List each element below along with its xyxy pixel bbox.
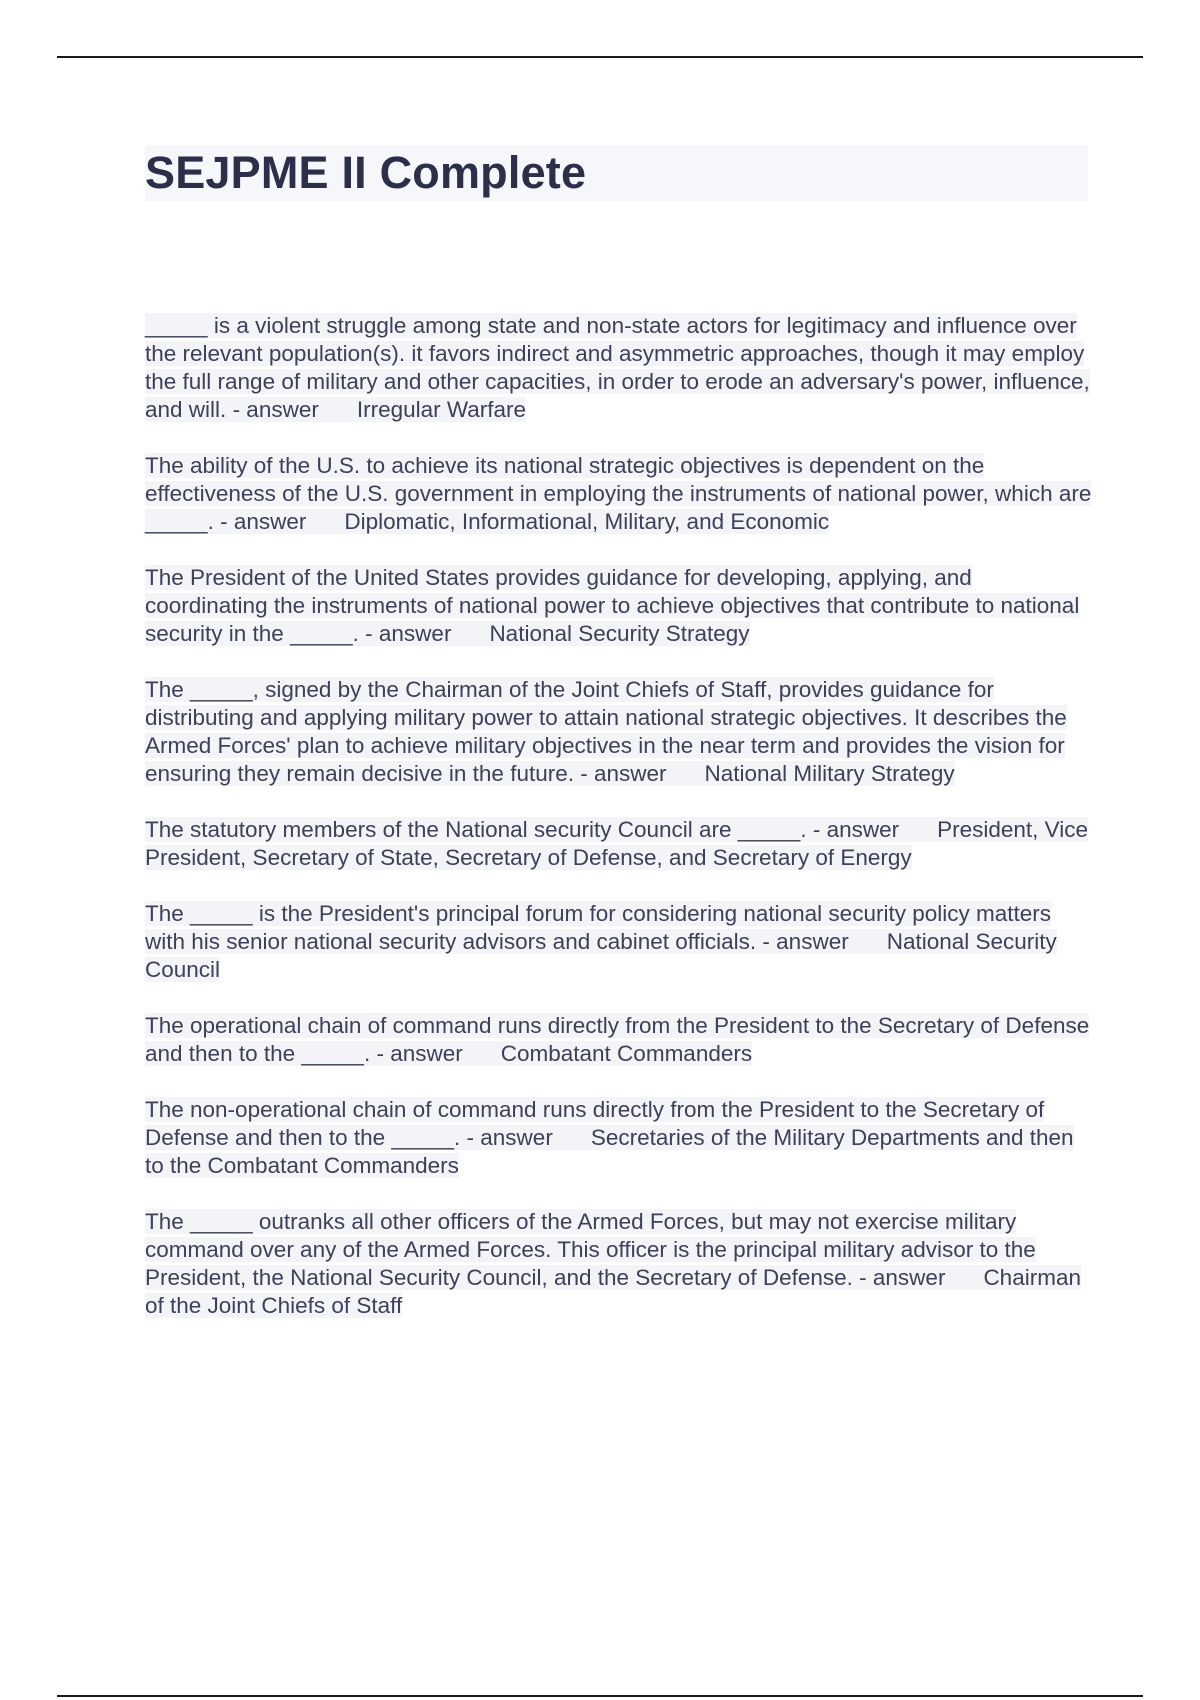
answer-text: Diplomatic, Informational, Military, and Economic — [344, 509, 830, 534]
qa-item — [145, 452, 1095, 536]
answer-label: - answer — [812, 817, 900, 842]
answer-label: - answer — [466, 1125, 553, 1150]
qa-item — [145, 564, 1095, 648]
question-text: The _____ is the President's principal forum for considering national security policy matters with his senior national security advisors and cabinet officials. — [145, 901, 1051, 954]
answer-label: - answer — [762, 929, 849, 954]
answer-text: National Military Strategy — [704, 761, 955, 786]
qa-item — [145, 900, 1095, 984]
question-text: The President of the United States provides guidance for developing, applying, and coordinating the instruments of national power to achieve objectives that contribute to national security in the _____. — [145, 565, 1080, 646]
answer-label: - answer — [859, 1265, 946, 1290]
answer-text: National Security Council — [145, 929, 1057, 982]
qa-item — [145, 1012, 1095, 1068]
page-title: SEJPME II Complete — [145, 147, 587, 198]
answer-label: - answer — [232, 397, 319, 422]
question-text: The statutory members of the National security Council are _____. — [145, 817, 807, 842]
answer-text: National Security Strategy — [489, 621, 750, 646]
question-text: The _____, signed by the Chairman of the Joint Chiefs of Staff, provides guidance for distributing and applying military power to attain national strategic objectives. It describes the Armed Forces' plan to achieve military objectives in the near term and provides the vision for ensuring they remain decisive in the future. — [145, 677, 1067, 786]
qa-item — [145, 1096, 1095, 1180]
answer-text: Chairman of the Joint Chiefs of Staff — [145, 1265, 1081, 1318]
answer-text: Secretaries of the Military Departments and then to the Combatant Commanders — [145, 1125, 1074, 1178]
question-text: The operational chain of command runs directly from the President to the Secretary of Defense and then to the _____. — [145, 1013, 1090, 1066]
answer-text: Irregular Warfare — [356, 397, 527, 422]
top-rule — [57, 56, 1143, 58]
answer-label: - answer — [220, 509, 307, 534]
qa-item — [145, 816, 1095, 872]
qa-item — [145, 676, 1095, 788]
qa-item — [145, 1208, 1095, 1320]
qa-item — [145, 312, 1095, 424]
question-text: The _____ outranks all other officers of the Armed Forces, but may not exercise military command over any of the Armed Forces. This officer is the principal military advisor to the President, the National Security Council, and the Secretary of Defense. — [145, 1209, 1036, 1290]
question-text: The non-operational chain of command runs directly from the President to the Secretary of Defense and then to the _____. — [145, 1097, 1045, 1150]
answer-text: President, Vice President, Secretary of State, Secretary of Defense, and Secretary of Energy — [145, 817, 1089, 870]
qa-list — [145, 312, 1095, 1348]
answer-label: - answer — [376, 1041, 463, 1066]
answer-label: - answer — [580, 761, 667, 786]
question-text: _____ is a violent struggle among state and non-state actors for legitimacy and influence over the relevant population(s). it favors indirect and asymmetric approaches, though it may employ the full range of military and other capacities, in order to erode an adversary's power, influence, and will. — [145, 313, 1090, 422]
question-text: The ability of the U.S. to achieve its national strategic objectives is dependent on the effectiveness of the U.S. government in employing the instruments of national power, which are _____. — [145, 453, 1092, 534]
bottom-rule — [57, 1695, 1143, 1697]
answer-label: - answer — [365, 621, 452, 646]
answer-text: Combatant Commanders — [500, 1041, 753, 1066]
